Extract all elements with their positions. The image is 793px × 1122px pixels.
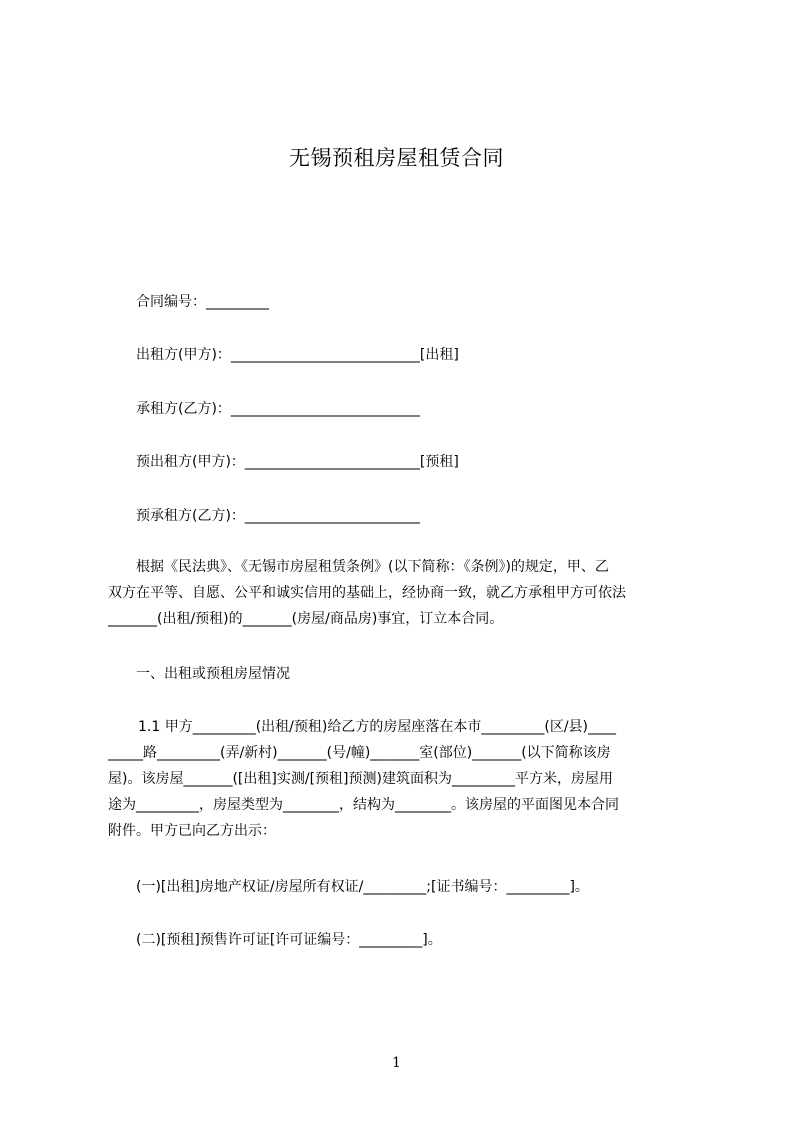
- contract-number-field: 合同编号：_________: [136, 294, 269, 310]
- intro-line-2: 双方在平等、自愿、公平和诚实信用的基础上，经协商一致，就乙方承租甲方可依法: [108, 585, 626, 601]
- clause-1-1-paragraph: [108, 714, 700, 844]
- item-2-presale-permit: (二)[预租]预售许可证[许可证编号：_________]。: [136, 932, 442, 948]
- clause-1-1-line-2: _____路_________(弄/新村)_______(号/幢)_______室(部位)_______(以下简称该房: [108, 745, 611, 761]
- item-1-certificate: (一)[出租]房地产权证/房屋所有权证/_________;[证书编号：_________]。: [136, 879, 589, 895]
- pre-lessor-field: 预出租方(甲方)：_________________________[预租]: [136, 454, 459, 470]
- lessor-field: 出租方(甲方)：___________________________[出租]: [136, 347, 459, 363]
- intro-line-3: _______(出租/预租)的_______(房屋/商品房)事宜，订立本合同。: [108, 611, 504, 627]
- intro-line-1: 根据《民法典》、《无锡市房屋租赁条例》(以下简称：《条例》)的规定，甲、乙: [136, 559, 609, 575]
- page-number: 1: [392, 1055, 401, 1071]
- clause-1-1-line-4: 途为_________，房屋类型为________，结构为________。该房屋的平面图见本合同: [108, 797, 619, 813]
- section-1-heading: 一、出租或预租房屋情况: [136, 666, 290, 682]
- pre-lessee-field: 预承租方(乙方)：_________________________: [136, 508, 420, 524]
- lessee-field: 承租方(乙方)：___________________________: [136, 401, 420, 417]
- clause-1-1-line-5: 附件。甲方已向乙方出示：: [108, 823, 276, 839]
- clause-1-1-line-1: 1.1 甲方_________(出租/预租)给乙方的房屋座落在本市_________(区/县)____: [138, 719, 616, 735]
- document-title: 无锡预租房屋租赁合同: [289, 146, 504, 170]
- intro-paragraph: [108, 554, 700, 632]
- clause-1-1-line-3: 屋)。该房屋_______([出租]实测/[预租]预测)建筑面积为_________平方米，房屋用: [108, 771, 613, 787]
